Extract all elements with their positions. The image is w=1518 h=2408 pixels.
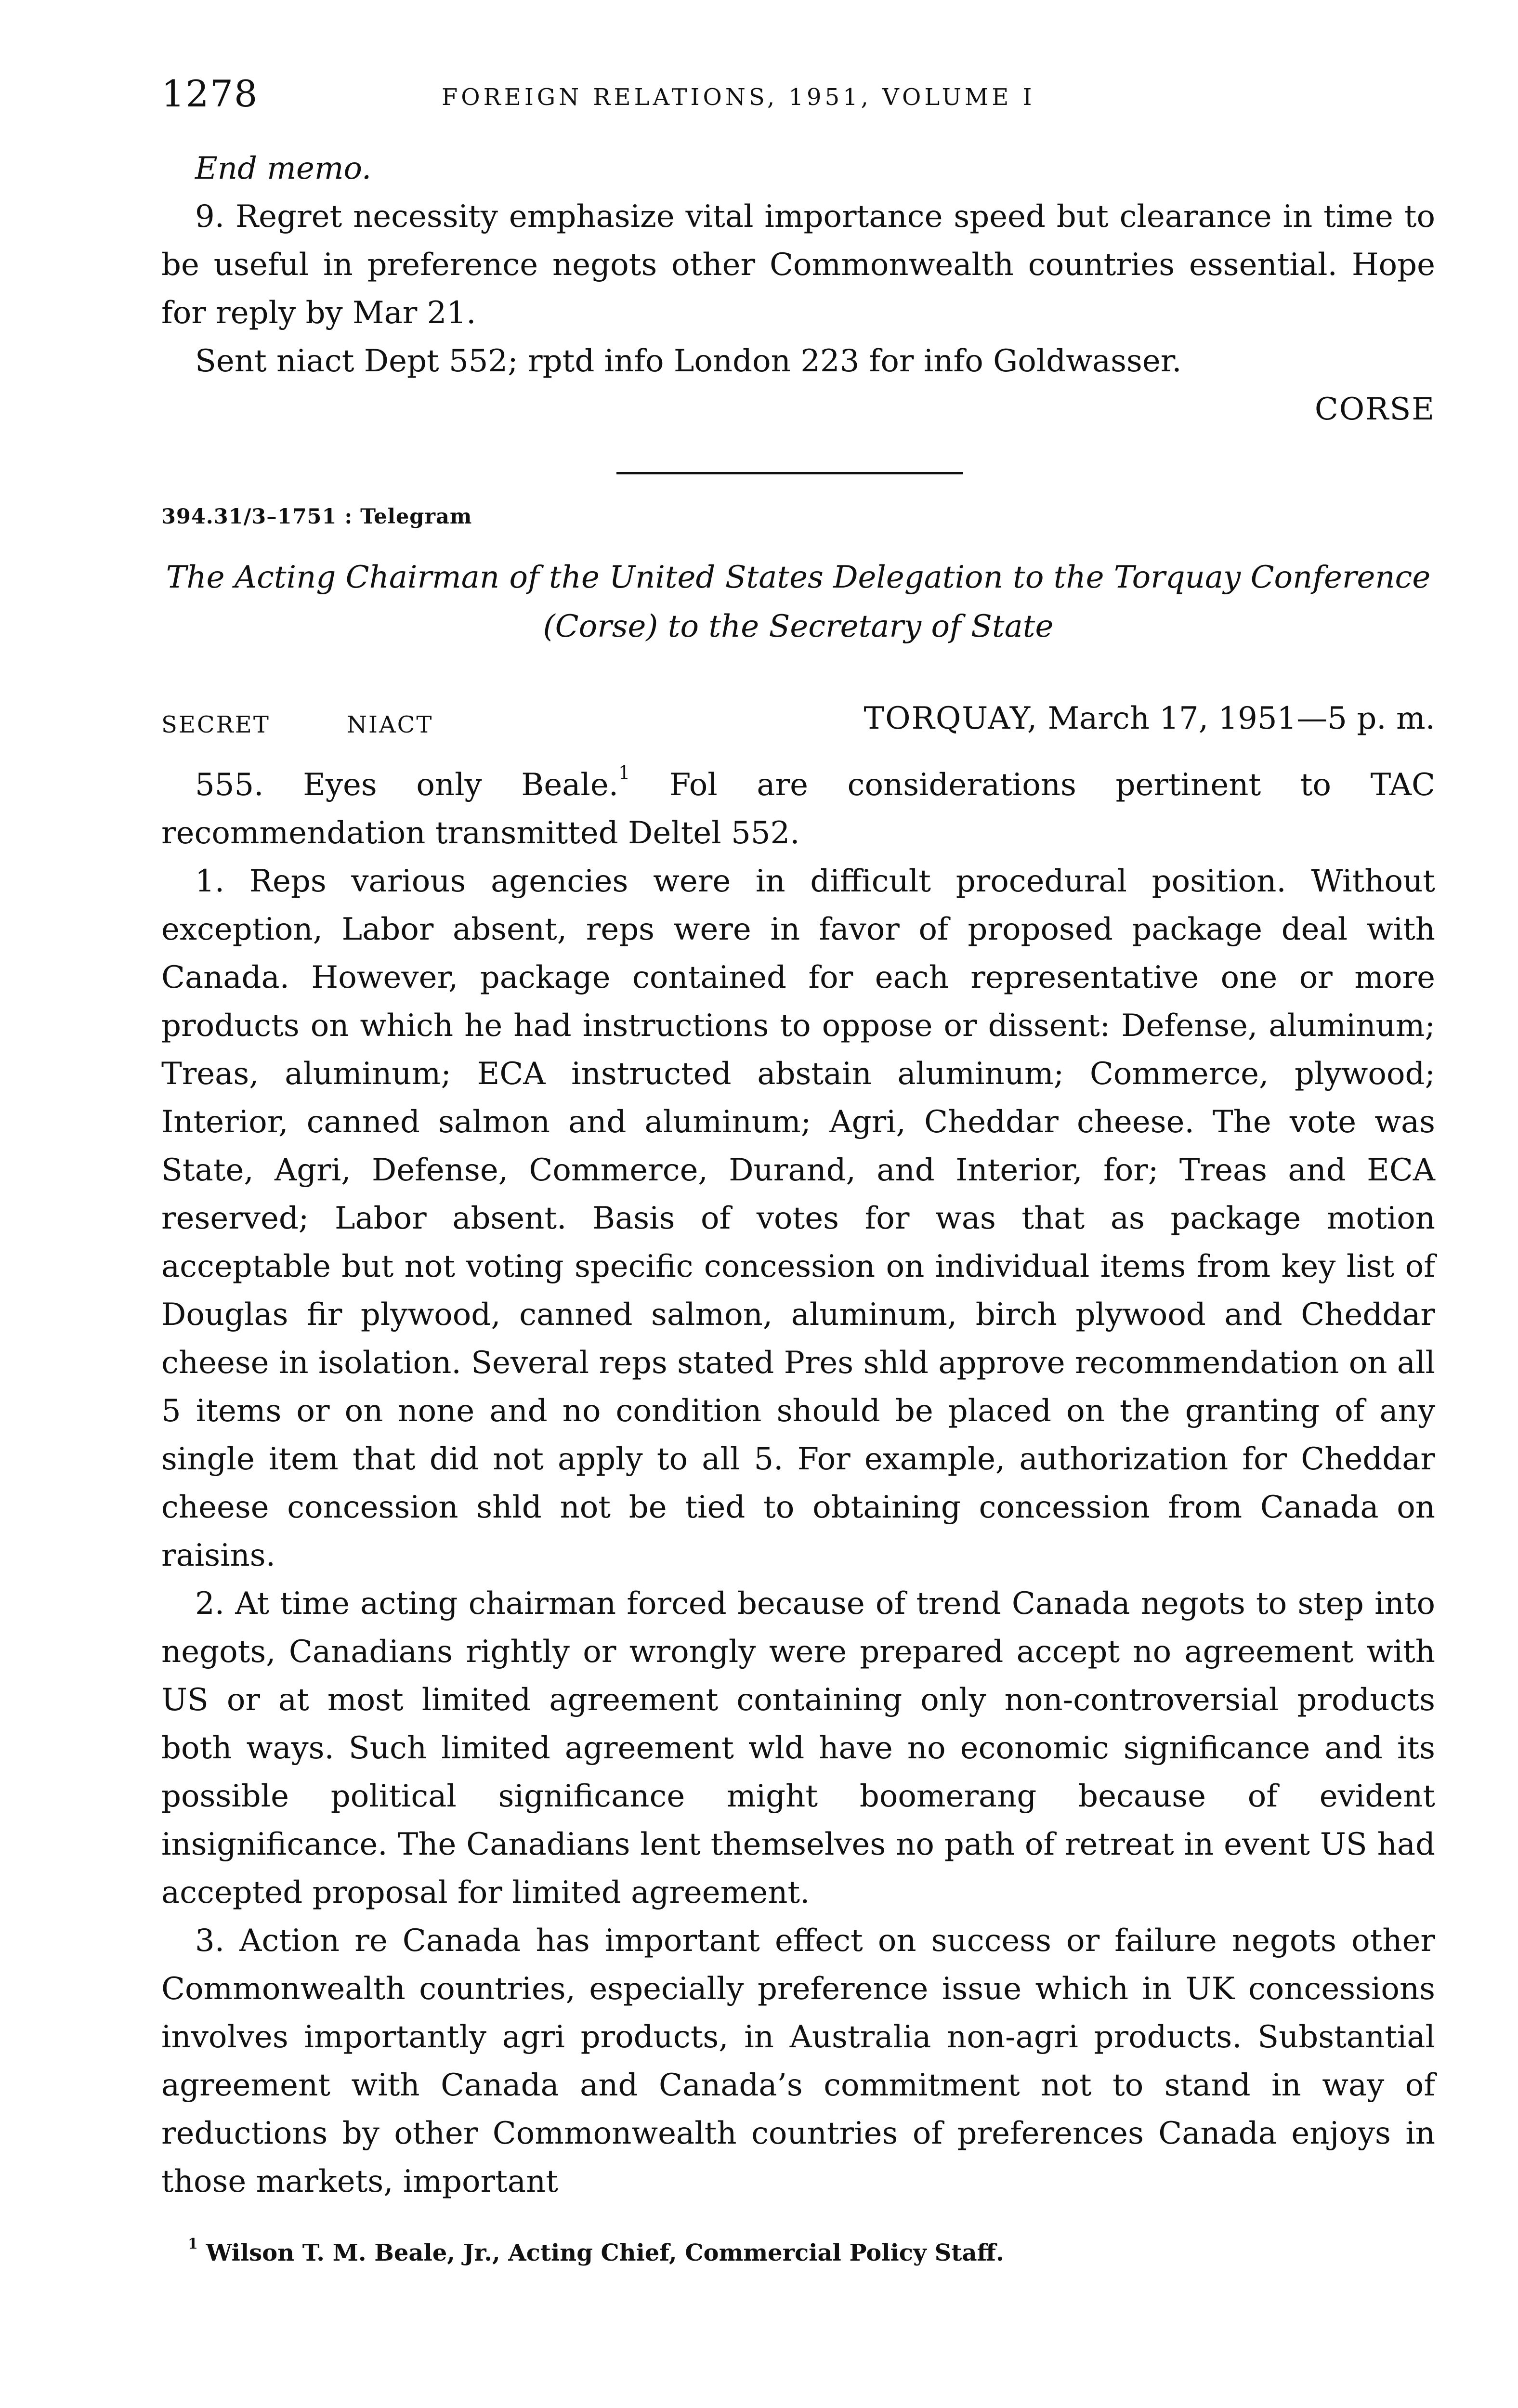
footnote: [188, 2236, 1004, 2266]
signature: CORSE: [1314, 392, 1435, 427]
paragraph-2: 2. At time acting chairman forced because of trend Canada negots to step into negots, Canadians rightly or wrongly were prepared accept no agreement with US or at most limited agreement containing only non-controversial products both ways. Such limited agreement wld have no economic significance and its possible political significance might boomerang because of evident insignificance. The Canadians lent themselves no path of retreat in event US had accepted proposal for limited agreement.: [161, 1586, 1435, 1911]
file-code: 394.31/3–1751 : Telegram: [161, 505, 472, 529]
footnote-text: Wilson T. M. Beale, Jr., Acting Chief, Commercial Policy Staff.: [206, 2239, 1004, 2266]
paragraph-9: 9. Regret necessity emphasize vital importance speed but clearance in time to be useful in preference negots other Commonwealth countries essential. Hope for reply by Mar 21.: [161, 199, 1435, 331]
opening-text-a: 555. Eyes only Beale.: [195, 767, 619, 803]
sent-line: Sent niact Dept 552; rptd info London 223 for info Goldwasser.: [195, 343, 1182, 379]
opening-text-b: Fol are considerations pertinent to TAC recommendation transmitted Deltel 552.: [161, 767, 1436, 851]
paragraph-1: 1. Reps various agencies were in difficult procedural position. Without exception, Labor absent, reps were in favor of proposed package deal with Canada. However, package contained for each representative one or more products on which he had instructions to oppose or dissent: Defense, aluminum; Treas, aluminum; ECA instructed abstain aluminum; Commerce, plywood; Interior, canned salmon and aluminum; Agri, Cheddar cheese. The vote was State, Agri, Defense, Commerce, Durand, and Interior, for; Treas and ECA reserved; Labor absent. Basis of votes for was that as package motion acceptable but not voting specific concession on individual items from key list of Douglas fir plywood, canned salmon, aluminum, birch plywood and Cheddar cheese in isolation. Several reps stated Pres shld approve recommendation on all 5 items or on none and no condition should be placed on the granting of any single item that did not apply to all 5. For example, authorization for Cheddar cheese concession shld not be tied to obtaining concession from Canada on raisins.: [161, 864, 1435, 1573]
classification-label: SECRET: [161, 711, 270, 738]
dateline-place: TORQUAY,: [864, 701, 1038, 736]
running-title: FOREIGN RELATIONS, 1951, VOLUME I: [442, 84, 1035, 111]
dateline-date: March 17, 1951—5 p. m.: [1047, 701, 1435, 736]
footnote-reference: 1: [618, 761, 630, 783]
priority-label: NIACT: [347, 711, 433, 738]
document-title: The Acting Chairman of the United States Delegation to the Torquay Conference (Corse) to the Secretary of State: [166, 560, 1431, 644]
telegram-meta-row: [161, 701, 1435, 744]
page-header: [161, 72, 1442, 130]
dateline: [864, 701, 1435, 736]
section-divider: [616, 472, 963, 474]
page-number: 1278: [161, 72, 259, 115]
paragraph-3: 3. Action re Canada has important effect on success or failure negots other Commonwealth countries, especially preference issue which in UK concessions involves importantly agri products, in Australia non-agri products. Substantial agreement with Canada and Canada’s commitment not to stand in way of reductions by other Commonwealth countries of preferences Canada enjoys in those markets, important: [161, 1923, 1435, 2199]
previous-document-ending: [161, 144, 1435, 433]
opening-paragraph: [161, 761, 1435, 857]
telegram-body: [161, 761, 1435, 2206]
footnote-marker: 1: [188, 2236, 198, 2252]
end-memo-line: End memo.: [195, 151, 372, 186]
